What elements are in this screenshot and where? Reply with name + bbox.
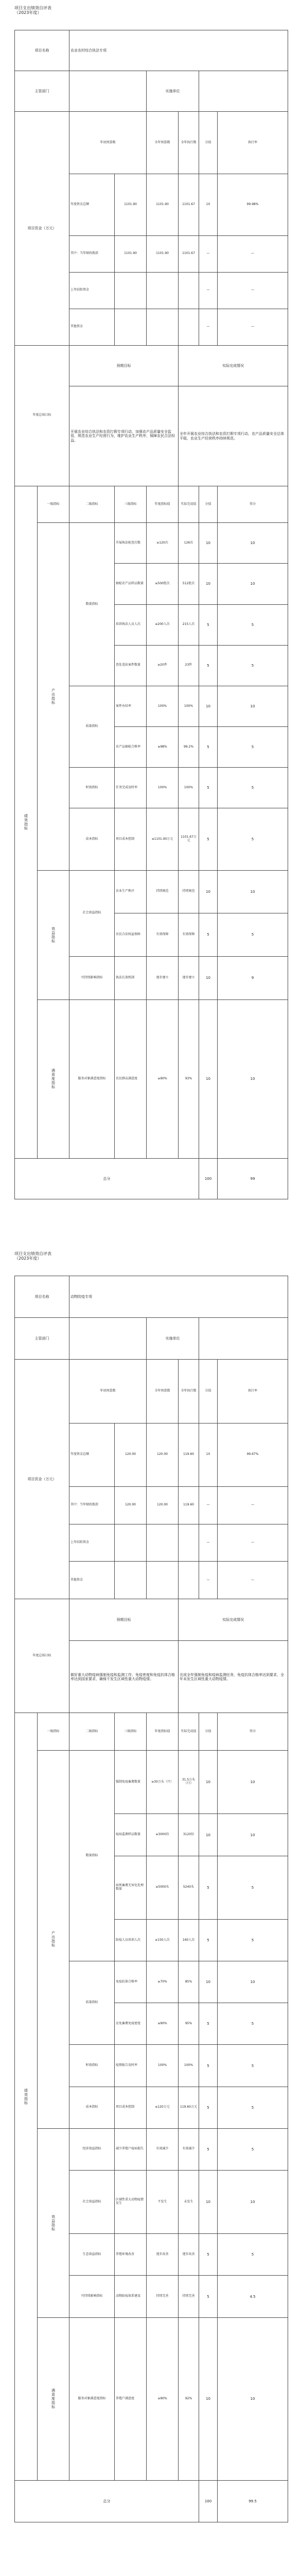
funds-row-label: 上年结转资金 [69,272,115,309]
indicator-level3: 养殖环境改善 [115,2234,147,2276]
goal-label: 年度总体目标 [15,1599,69,1713]
goal-expected: 开展农业综合执法和农资打假专项行动，加强农产品质量安全监管，规范农业生产经营行为，维护农业生产秩序，保障农民合法权益。 [69,386,179,486]
funds-value: — [199,1486,218,1524]
funds-row-label: 其中：当年财政拨款 [69,235,115,272]
project-name-label: 项目名称 [15,30,69,71]
indicator-score: 5 [199,913,218,957]
funds-head-cell: 全年预算数 [147,1360,179,1423]
indicator-target: 有效保障 [147,913,179,957]
indicator-actual: 215人次 [179,604,199,645]
indicator-score: 5 [199,808,218,870]
indicator-level3: 查处违法案件数量 [115,645,147,686]
indicator-got: 10 [218,870,288,913]
goal-actual-head: 实际完成情况 [179,345,288,386]
total-label: 总分 [15,2480,199,2522]
funds-value: 1101.67 [179,174,199,235]
funds-value: 119.60 [179,1486,199,1524]
indicator-actual: 160人次 [179,1919,199,1961]
indicator-head-cell: 一级指标 [38,1713,69,1751]
funds-row-label: 其他资金 [69,1562,115,1599]
indicator-actual: 逐步建立 [179,956,199,999]
indicator-head-cell: 分值 [199,1713,218,1751]
table-row [15,2128,288,2170]
indicator-target: 逐步建立 [147,956,179,999]
form-title [14,1252,51,1261]
indicator-level2: 服务对象满意度指标 [69,999,115,1158]
indicator-target: 持续规范 [147,870,179,913]
indicator-target: 100% [147,768,179,808]
indicator-target: ≥3000份 [147,1814,179,1856]
indicator-actual: 100% [179,2045,199,2087]
indicator-level3: 应免畜禽免疫密度 [115,2003,147,2045]
evaluation-form-2 [14,1252,288,2524]
funds-value: 120.00 [147,1423,179,1486]
funds-row-label: 年度资金总额 [69,1423,115,1486]
funds-value: — [199,235,218,272]
indicator-head-cell: 实际完成值 [179,486,199,523]
indicator-got: 4.5 [218,2276,288,2317]
funds-value: — [218,1524,288,1562]
funds-value: 1101.90 [115,174,147,235]
indicator-score: 10 [199,870,218,913]
form-year: （2023年度） [14,10,42,15]
indicator-score: 10 [199,1751,218,1814]
indicator-head-cell: 三级指标 [115,486,147,523]
indicator-head-cell: 实际完成值 [179,1713,199,1751]
table-row [15,1599,288,1640]
indicator-target: ≥70% [147,1961,179,2003]
funds-value: — [199,272,218,309]
indicator-actual: 100% [179,686,199,726]
indicator-level3: 病死畜禽无害化处理数量 [115,1856,147,1919]
indicator-got: 5 [218,768,288,808]
indicator-level3: 疫病监测样品数量 [115,1814,147,1856]
indicator-level2: 质量指标 [69,686,115,767]
indicator-level3: 抽检农产品样品数量 [115,564,147,604]
indicator-got: 9 [218,956,288,999]
indicator-actual: 持续完善 [179,2276,199,2317]
indicator-level1: 产出指标 [38,523,69,870]
indicator-actual: 119.60万元 [179,2087,199,2128]
indicator-got: 5 [218,913,288,957]
indicator-actual: 99.2% [179,727,199,768]
indicator-level2: 可持续影响指标 [69,956,115,999]
funds-value: 120.00 [115,1486,147,1524]
table-row [15,523,288,564]
indicator-level3: 项目成本控制 [115,808,147,870]
funds-value: 1101.90 [147,235,179,272]
indicator-level2: 成本指标 [69,2087,115,2128]
funds-value: 10 [199,174,218,235]
table-row [15,1158,288,1199]
indicator-level3: 强制免疫畜禽数量 [115,1751,147,1814]
indicator-got: 10 [218,999,288,1158]
funds-head-cell: 执行率 [218,112,288,174]
indicator-actual: 31.5万头（只） [179,1751,199,1814]
table-row [15,2317,288,2480]
indicator-target: ≥500批次 [147,564,179,604]
indicator-score: 5 [199,604,218,645]
indicator-level2: 质量指标 [69,1961,115,2045]
indicator-got: 10 [218,2317,288,2480]
funds-row-label: 上年结转资金 [69,1524,115,1562]
funds-value [179,309,199,345]
funds-head-cell: 年初预算数 [69,1360,147,1423]
goal-actual: 全年开展农业综合执法和农资打假专项行动，农产品质量安全总体平稳，农业生产经营秩序持续规范。 [179,386,288,486]
indicator-head-cell: 二级指标 [69,486,115,523]
indicator-got: 5 [218,645,288,686]
goal-label: 年度总体目标 [15,345,69,486]
project-name: 动物防疫专项 [69,1276,288,1318]
indicator-target: ≥150人次 [147,1919,179,1961]
funds-value [179,1524,199,1562]
funds-row-label: 其他资金 [69,309,115,345]
dept-value [69,1318,147,1360]
indicator-actual: 23件 [179,645,199,686]
funds-value [147,272,179,309]
indicator-target: ≥90% [147,2317,179,2480]
indicator-score: 10 [199,1961,218,2003]
table-row [15,1713,288,1751]
indicator-target: ≤120万元 [147,2087,179,2128]
impl-value [199,1318,288,1360]
funds-value: — [218,272,288,309]
goal-expected-head: 预期目标 [69,345,179,386]
indicator-level3: 培训执法人员人次 [115,604,147,645]
indicator-target: ≤1101.90万元 [147,808,179,870]
funds-head-cell: 分值 [199,112,218,174]
dept-label: 主管部门 [15,1318,69,1360]
funds-value: 1101.90 [147,174,179,235]
indicator-got: 5 [218,1856,288,1919]
indicator-target: 不发生 [147,2170,179,2233]
indicator-actual: 85% [179,1961,199,2003]
indicator-got: 5 [218,604,288,645]
indicator-actual: 92% [179,2317,199,2480]
indicator-score: 10 [199,2170,218,2233]
indicator-head-cell: 得分 [218,1713,288,1751]
indicator-level2: 可持续影响指标 [69,2276,115,2317]
indicator-got: 5 [218,727,288,768]
funds-row-label: 年度资金总额 [69,174,115,235]
indicator-got: 5 [218,2128,288,2170]
form-title [14,6,51,15]
dept-label: 主管部门 [15,71,69,112]
indicator-target: ≥90% [147,999,179,1158]
funds-value [179,272,199,309]
indicator-level2: 生态效益指标 [69,2234,115,2276]
indicator-target: ≥20件 [147,645,179,686]
indicator-level3: 案件办结率 [115,686,147,726]
indicator-target: ≥5000头 [147,1856,179,1919]
indicator-target: ≥98% [147,727,179,768]
goal-expected: 做好重大动物疫病强制免疫和监测工作，免疫密度和免疫抗体合格率达到国家要求，确保不发生区域性重大动物疫情。 [69,1641,179,1713]
funds-head-cell: 年初预算数 [69,112,147,174]
funds-value: 99.67% [218,1423,288,1486]
indicator-level3: 任务完成及时率 [115,768,147,808]
indicator-target: ≥200人次 [147,604,179,645]
indicator-label: 绩效指标 [15,1713,38,2480]
funds-value [115,309,147,345]
indicator-got: 5 [218,2087,288,2128]
indicator-level3: 减少养殖户疫病损失 [115,2128,147,2170]
indicator-target: ≥30万头（只） [147,1751,179,1814]
indicator-level2: 社会效益指标 [69,870,115,956]
indicator-got: 5 [218,2003,288,2045]
funds-value: 1101.90 [115,235,147,272]
table-row [15,1751,288,1814]
indicator-score: 5 [199,1856,218,1919]
indicator-actual: 有效保障 [179,913,199,957]
indicator-score: 10 [199,999,218,1158]
indicator-score: 10 [199,956,218,999]
table-row [15,870,288,913]
table-row [15,71,288,112]
indicator-head-cell: 年度指标值 [147,1713,179,1751]
indicator-level3: 农业生产秩序 [115,870,147,913]
indicator-score: 5 [199,2003,218,2045]
funds-value: 120.00 [115,1423,147,1486]
indicator-target: 持续完善 [147,2276,179,2317]
funds-value: — [218,309,288,345]
indicator-actual: 未发生 [179,2170,199,2233]
evaluation-table [14,1276,288,2522]
indicator-level2: 成本指标 [69,808,115,870]
indicator-score: 5 [199,1919,218,1961]
indicator-head-cell: 分值 [199,486,218,523]
indicator-score: 5 [199,727,218,768]
indicator-head-cell: 一级指标 [38,486,69,523]
indicator-actual: 93% [179,999,199,1158]
indicator-got: 5 [218,2234,288,2276]
indicator-level3: 农产品抽检合格率 [115,727,147,768]
indicator-got: 5 [218,1919,288,1961]
funds-value: — [199,1562,218,1599]
total-score: 100 [199,1158,218,1199]
funds-value: — [218,235,288,272]
indicator-level2: 经济效益指标 [69,2128,115,2170]
indicator-level2: 服务对象满意度指标 [69,2317,115,2480]
funds-value: — [199,309,218,345]
table-row [15,1276,288,1318]
indicator-level3: 农民合法权益保障 [115,913,147,957]
dept-value [69,71,147,112]
indicator-got: 10 [218,1961,288,2003]
indicator-target: 逐步改善 [147,2234,179,2276]
impl-label: 实施单位 [147,1318,199,1360]
indicator-level1: 效益指标 [38,2128,69,2317]
indicator-level1: 满意度指标 [38,999,69,1158]
indicator-actual: 逐步改善 [179,2234,199,2276]
indicator-actual: 95% [179,2003,199,2045]
total-score: 100 [199,2480,218,2522]
funds-value: 120.00 [147,1486,179,1524]
funds-value: — [199,1524,218,1562]
total-got: 99.5 [218,2480,288,2522]
impl-value [199,71,288,112]
project-name: 农业农村综合执法专项 [69,30,288,71]
indicator-level2: 时效指标 [69,2045,115,2087]
funds-value: 1101.67 [179,235,199,272]
funds-value: — [218,1486,288,1524]
indicator-got: 10 [218,1814,288,1856]
indicator-target: ≥120次 [147,523,179,564]
indicator-actual: 3120份 [179,1814,199,1856]
table-row [15,2480,288,2522]
funds-head-cell: 全年执行数 [179,112,199,174]
indicator-score: 5 [199,2045,218,2087]
indicator-score: 10 [199,686,218,726]
indicator-got: 10 [218,686,288,726]
indicator-actual: 126次 [179,523,199,564]
funds-value [147,309,179,345]
indicator-level1: 满意度指标 [38,2317,69,2480]
indicator-score: 5 [199,2087,218,2128]
indicator-score: 5 [199,2128,218,2170]
funds-row-label: 其中：当年财政拨款 [69,1486,115,1524]
indicator-actual: 100% [179,768,199,808]
funds-value [115,272,147,309]
indicator-actual: 5240头 [179,1856,199,1919]
form-title-text: 项目支出绩效自评表 [14,1251,51,1256]
indicator-level3: 农民群众满意度 [115,999,147,1158]
table-row [15,999,288,1158]
funds-head-cell: 全年预算数 [147,112,179,174]
indicator-level3: 开展执法检查次数 [115,523,147,564]
form-year: （2023年度） [14,1256,42,1261]
indicator-level3: 动物防疫体系建设 [115,2276,147,2317]
indicator-level3: 疫情报告及时率 [115,2045,147,2087]
funds-head-cell: 全年执行数 [179,1360,199,1423]
indicator-actual: 有效减少 [179,2128,199,2170]
total-label: 总分 [15,1158,199,1199]
indicator-score: 5 [199,768,218,808]
indicator-got: 10 [218,2170,288,2233]
table-row [15,1360,288,1423]
evaluation-form-1 [14,6,288,1201]
funds-value [115,1562,147,1599]
goal-actual: 完成全年强制免疫和疫病监测任务，免疫抗体合格率达到要求，全年未发生区域性重大动物疫情。 [179,1641,288,1713]
table-row [15,30,288,71]
indicator-level3: 养殖户满意度 [115,2317,147,2480]
indicator-head-cell: 二级指标 [69,1713,115,1751]
indicator-label: 绩效指标 [15,486,38,1158]
indicator-target: ≥90% [147,2003,179,2045]
goal-actual-head: 实际完成情况 [179,1599,288,1640]
funds-label: 项目资金（万元） [15,1360,69,1599]
funds-value: 10 [199,1423,218,1486]
indicator-head-cell: 得分 [218,486,288,523]
indicator-score: 10 [199,523,218,564]
table-row [15,345,288,386]
table-row [15,112,288,174]
indicator-actual: 1101.67万元 [179,808,199,870]
total-got: 99 [218,1158,288,1199]
indicator-got: 10 [218,564,288,604]
funds-value: 99.98% [218,174,288,235]
indicator-level2: 时效指标 [69,768,115,808]
indicator-level1: 效益指标 [38,870,69,999]
project-name-label: 项目名称 [15,1276,69,1318]
indicator-head-cell: 年度指标值 [147,486,179,523]
indicator-score: 5 [199,2276,218,2317]
indicator-score: 10 [199,1814,218,1856]
funds-label: 项目资金（万元） [15,112,69,345]
funds-value: — [218,1562,288,1599]
funds-value [115,1524,147,1562]
funds-head-cell: 分值 [199,1360,218,1423]
indicator-score: 5 [199,645,218,686]
indicator-got: 5 [218,2045,288,2087]
funds-value [179,1562,199,1599]
indicator-level3: 区域性重大动物疫情发生 [115,2170,147,2233]
indicator-actual: 512批次 [179,564,199,604]
indicator-target: 100% [147,686,179,726]
table-row [15,486,288,523]
indicator-level3: 执法长效机制 [115,956,147,999]
impl-label: 实施单位 [147,71,199,112]
indicator-actual: 持续规范 [179,870,199,913]
indicator-level3: 防疫人员培训人次 [115,1919,147,1961]
indicator-got: 5 [218,808,288,870]
indicator-level3: 免疫抗体合格率 [115,1961,147,2003]
funds-head-cell: 执行率 [218,1360,288,1423]
funds-value [147,1562,179,1599]
indicator-score: 10 [199,564,218,604]
form-title-text: 项目支出绩效自评表 [14,6,51,10]
indicator-score: 5 [199,2234,218,2276]
funds-value: 119.60 [179,1423,199,1486]
indicator-level1: 产出指标 [38,1751,69,2129]
indicator-target: 有效减少 [147,2128,179,2170]
goal-expected-head: 预期目标 [69,1599,179,1640]
funds-value [147,1524,179,1562]
indicator-level2: 社会效益指标 [69,2170,115,2233]
table-row [15,1318,288,1360]
indicator-head-cell: 三级指标 [115,1713,147,1751]
indicator-target: 100% [147,2045,179,2087]
evaluation-table [14,30,288,1199]
indicator-got: 10 [218,1751,288,1814]
indicator-level3: 项目成本控制 [115,2087,147,2128]
indicator-score: 10 [199,2317,218,2480]
indicator-got: 10 [218,523,288,564]
indicator-level2: 数量指标 [69,1751,115,1961]
indicator-level2: 数量指标 [69,523,115,686]
